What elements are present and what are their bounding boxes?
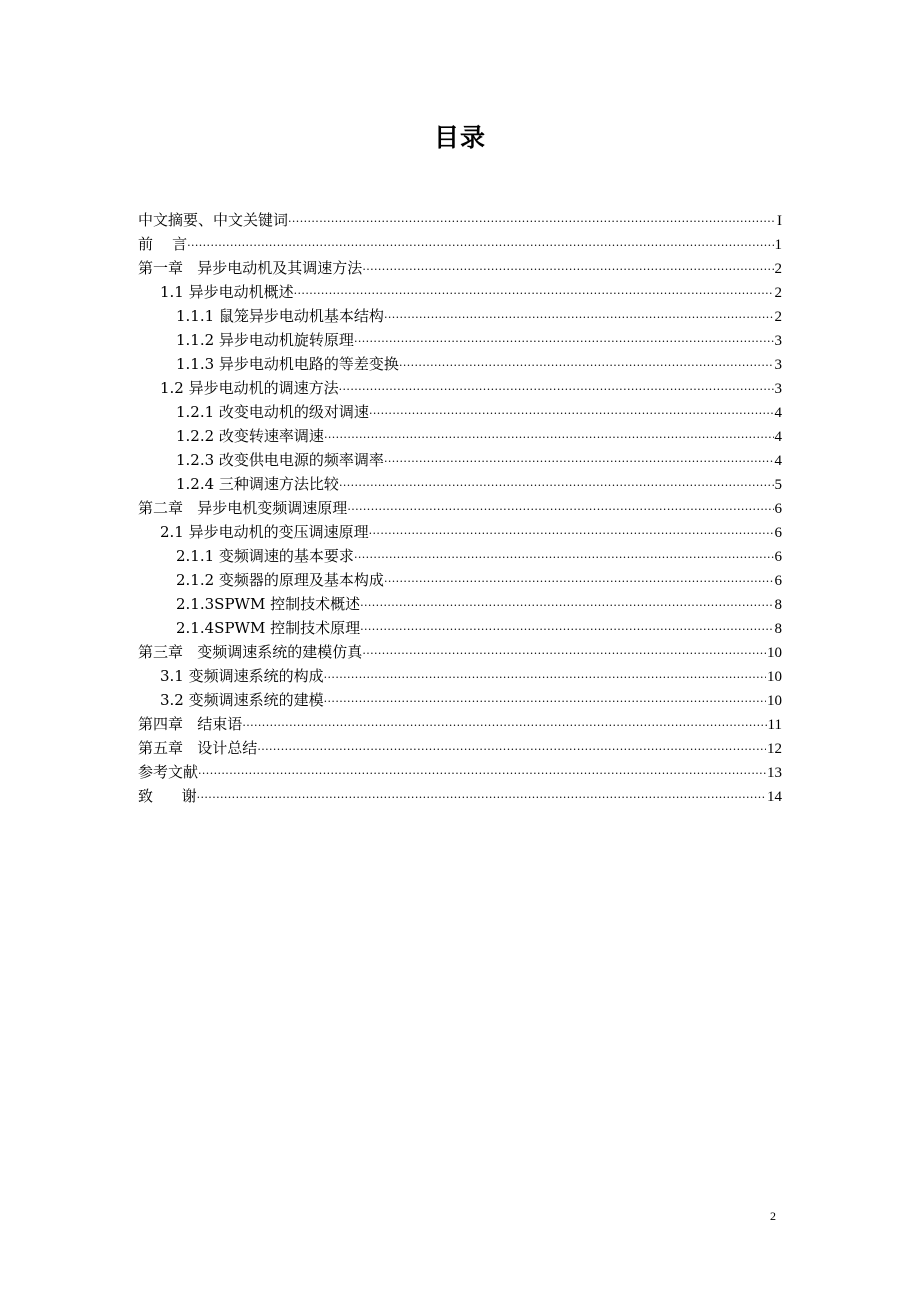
toc-leader-dots — [257, 738, 766, 762]
toc-leader-dots — [339, 378, 774, 402]
toc-entry[interactable] — [138, 232, 782, 256]
toc-entry-page: 8 — [774, 621, 782, 637]
toc-entry-page: 3 — [774, 333, 782, 349]
toc-entry-title: 第三章 变频调速系统的建模仿真 — [138, 643, 363, 661]
toc-entry-page: 4 — [774, 453, 782, 469]
toc-entry-page: 14 — [767, 789, 782, 805]
toc-entry[interactable] — [138, 664, 782, 688]
toc-leader-dots — [347, 498, 773, 522]
toc-entry[interactable] — [138, 424, 782, 448]
toc-entry-page: 3 — [774, 381, 782, 397]
toc-entry[interactable] — [138, 712, 782, 736]
toc-entry[interactable] — [138, 472, 782, 496]
toc-entry-page: 2 — [774, 285, 782, 301]
toc-entry-page: 12 — [767, 741, 782, 757]
toc-entry[interactable] — [138, 592, 782, 616]
toc-entry-title: 1.2.3 改变供电电源的频率调率 — [176, 451, 384, 469]
toc-entry[interactable] — [138, 496, 782, 520]
toc-leader-dots — [360, 618, 773, 642]
toc-entry-page: 6 — [774, 501, 782, 517]
toc-leader-dots — [294, 282, 774, 306]
toc-entry-page: 6 — [774, 525, 782, 541]
toc-leader-dots — [384, 306, 774, 330]
toc-leader-dots — [324, 690, 766, 714]
toc-entry-page: 6 — [774, 573, 782, 589]
toc-entry[interactable] — [138, 736, 782, 760]
toc-entry-title: 1.2.1 改变电动机的级对调速 — [176, 403, 369, 421]
toc-entry-title: 前 言 — [138, 235, 188, 253]
toc-leader-dots — [369, 402, 774, 426]
toc-entry[interactable] — [138, 208, 782, 232]
toc-entry[interactable] — [138, 640, 782, 664]
toc-leader-dots — [360, 594, 773, 618]
toc-leader-dots — [198, 762, 766, 786]
toc-entry-title: 2.1.2 变频器的原理及基本构成 — [176, 571, 384, 589]
toc-entry-title: 1.1.1 鼠笼异步电动机基本结构 — [176, 307, 384, 325]
toc-entry-page: 2 — [774, 309, 782, 325]
toc-entry[interactable] — [138, 256, 782, 280]
toc-entry-page: I — [777, 213, 782, 229]
toc-entry-title: 1.2 异步电动机的调速方法 — [160, 379, 339, 397]
toc-entry-title: 2.1.4SPWM 控制技术原理 — [176, 619, 361, 637]
toc-entry-page: 11 — [767, 717, 782, 733]
toc-entry[interactable] — [138, 616, 782, 640]
toc-entry-title: 2.1 异步电动机的变压调速原理 — [160, 523, 369, 541]
toc-entry[interactable] — [138, 328, 782, 352]
toc-leader-dots — [242, 714, 766, 738]
toc-entry-title: 1.2.2 改变转速率调速 — [176, 427, 324, 445]
toc-entry[interactable] — [138, 280, 782, 304]
toc-entry[interactable] — [138, 568, 782, 592]
toc-entry-title: 参考文献 — [138, 763, 199, 781]
toc-entry-page: 10 — [767, 645, 782, 661]
toc-entry[interactable] — [138, 520, 782, 544]
toc-leader-dots — [288, 210, 776, 234]
toc-leader-dots — [354, 546, 774, 570]
toc-entry[interactable] — [138, 304, 782, 328]
toc-entry-page: 6 — [774, 549, 782, 565]
toc-entry-page: 8 — [774, 597, 782, 613]
toc-entry-title: 2.1.3SPWM 控制技术概述 — [176, 595, 361, 613]
page-number: 2 — [770, 1209, 776, 1223]
toc-entry[interactable] — [138, 760, 782, 784]
toc-entry[interactable] — [138, 688, 782, 712]
toc-entry-title: 第二章 异步电机变频调速原理 — [138, 499, 348, 517]
toc-entry-title: 3.1 变频调速系统的构成 — [160, 667, 324, 685]
toc-entry-page: 2 — [774, 261, 782, 277]
page-title: 目录 — [433, 123, 486, 152]
toc-entry-title: 第四章 结束语 — [138, 715, 243, 733]
toc-entry-title: 致 谢 — [138, 787, 197, 805]
toc-entry-title: 1.1 异步电动机概述 — [160, 283, 294, 301]
toc-entry-page: 4 — [774, 429, 782, 445]
toc-leader-dots — [324, 666, 766, 690]
toc-entry-title: 中文摘要、中文关键词 — [138, 211, 289, 229]
toc-entry-page: 13 — [767, 765, 782, 781]
toc-entry-page: 4 — [774, 405, 782, 421]
toc-entry[interactable] — [138, 400, 782, 424]
toc-entry[interactable] — [138, 784, 782, 808]
toc-leader-dots — [362, 642, 766, 666]
toc-entry-title: 1.1.2 异步电动机旋转原理 — [176, 331, 354, 349]
toc-entry[interactable] — [138, 448, 782, 472]
toc-entry-title: 第一章 异步电动机及其调速方法 — [138, 259, 363, 277]
toc-leader-dots — [354, 330, 774, 354]
toc-entry[interactable] — [138, 544, 782, 568]
toc-leader-dots — [399, 354, 774, 378]
toc-leader-dots — [384, 570, 774, 594]
toc-entry-title: 第五章 设计总结 — [138, 739, 258, 757]
toc-entry-page: 10 — [767, 669, 782, 685]
toc-entry-page: 3 — [774, 357, 782, 373]
toc-entry[interactable] — [138, 352, 782, 376]
toc-leader-dots — [187, 234, 773, 258]
toc-leader-dots — [197, 786, 766, 810]
toc-entry-title: 1.1.3 异步电动机电路的等差变换 — [176, 355, 399, 373]
table-of-contents — [138, 208, 782, 808]
toc-entry-title: 2.1.1 变频调速的基本要求 — [176, 547, 354, 565]
toc-entry-page: 10 — [767, 693, 782, 709]
toc-entry-title: 1.2.4 三种调速方法比较 — [176, 475, 339, 493]
toc-leader-dots — [324, 426, 774, 450]
toc-leader-dots — [339, 474, 774, 498]
toc-leader-dots — [362, 258, 773, 282]
toc-entry-page: 1 — [774, 237, 782, 253]
toc-leader-dots — [369, 522, 774, 546]
toc-entry-page: 5 — [774, 477, 782, 493]
toc-leader-dots — [384, 450, 774, 474]
toc-entry[interactable] — [138, 376, 782, 400]
toc-entry-title: 3.2 变频调速系统的建模 — [160, 691, 324, 709]
